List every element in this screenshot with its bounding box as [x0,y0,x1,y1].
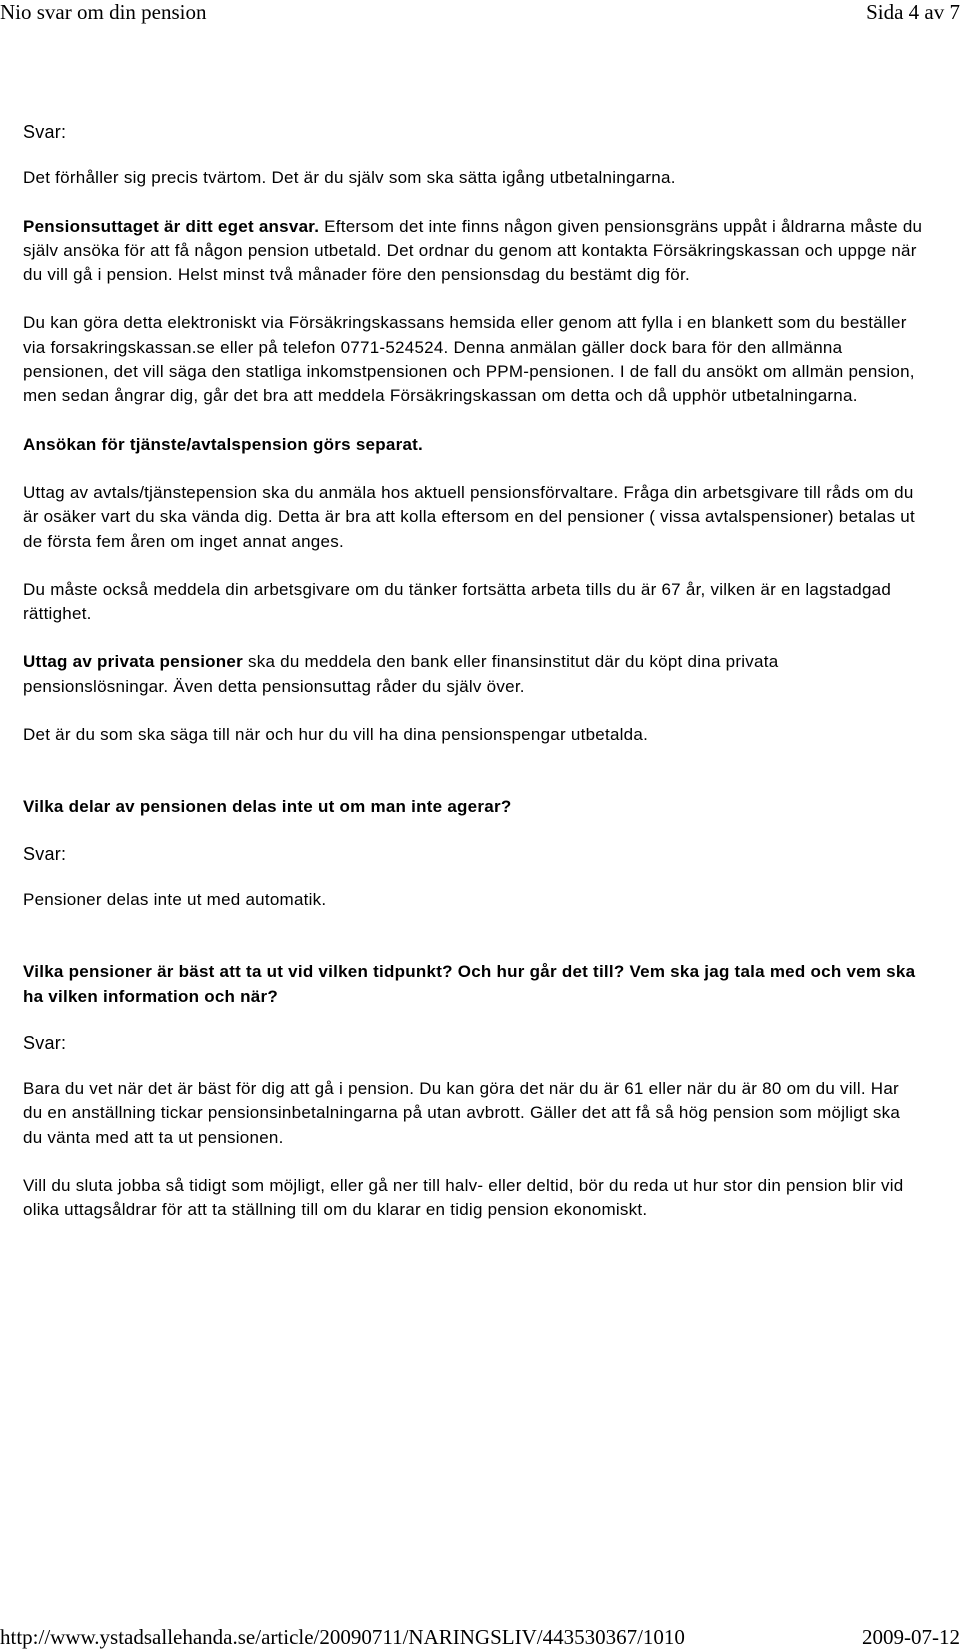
answer-paragraph: Uttag av avtals/tjänstepension ska du anmäla hos aktuell pensionsförvaltare. Fråga din arbetsgivare till råds om du är osäker vart du ska vända dig. Detta är bra att kolla eftersom en del pensioner ( vissa avtalspensioner) betalas ut de första fem åren om inget annat anges. [23,482,915,551]
answer-label: Svar: [23,1032,67,1053]
answer-paragraph: Det är du som ska säga till när och hur du vill ha dina pensionspengar utbetalda. [23,725,649,745]
answer-paragraph: Vill du sluta jobba så tidigt som möjligt, eller gå ner till halv- eller deltid, bör du reda ut hur stor din pension blir vid olika uttagsåldrar för att ta ställning till om du klarar en tidig pension ekonomiskt. [23,1176,904,1220]
source-url: http://www.ystadsallehanda.se/article/20090711/NARINGSLIV/443530367/1010 [0,1625,685,1649]
answer-label: Svar: [23,122,67,142]
question-heading: Vilka delar av pensionen delas inte ut om man inte agerar? [23,797,512,817]
bold-statement: Ansökan för tjänste/avtalspension görs separat. [23,434,424,454]
answer-paragraph [23,215,923,288]
answer-paragraph [23,650,923,699]
bold-lead: Pensionsuttaget är ditt eget ansvar. [23,216,320,236]
bold-lead: Uttag av privata pensioner [23,652,244,672]
answer-paragraph: Du måste också meddela din arbetsgivare om du tänker fortsätta arbeta tills du är 67 år, vilken är en lagstadgad rättighet. [23,579,892,624]
print-date: 2009-07-12 [862,1625,960,1649]
paragraph-text: Eftersom det inte finns någon given pensionsgräns uppåt i åldrarna måste du själv ansöka för att få någon pension utbetald. Det ordnar du genom att kontakta Försäkringskassan och uppge när du vill gå i pension. Helst minst två månader före den pensionsdag du bestämt dig för. [23,216,923,285]
answer-paragraph: Bara du vet när det är bäst för dig att gå i pension. Du kan göra det när du är 61 eller när du är 80 om du vill. Har du en anställning tickar pensionsinbetalningarna på utan avbrott. Gäller det att få så hög pension som möjligt ska du vänta med att ta ut pensionen. [23,1079,901,1147]
document-title: Nio svar om din pension [0,0,207,24]
page-header [0,0,960,26]
paragraph-text: ska du meddela den bank eller finansinstitut där du köpt dina privata pensionslösningar. Även detta pensionsuttag råder du själv över. [23,652,779,696]
answer-paragraph: Du kan göra detta elektroniskt via Försäkringskassans hemsida eller genom att fylla i en blankett som du beställer via forsakringskassan.se eller på telefon 0771-524524. Denna anmälan gäller dock bara för den allmänna pensionen, det vill säga den statliga inkomstpensionen och PPM-pensionen. I de fall du ansökt om allmän pension, men sedan ångrar dig, går det bra att meddela Försäkringskassan om detta och då upphör utbetalningarna. [23,313,915,406]
answer-paragraph: Det förhåller sig precis tvärtom. Det är du själv som ska sätta igång utbetalningarna. [23,168,676,188]
answer-paragraph: Pensioner delas inte ut med automatik. [23,889,327,909]
question-heading: Vilka pensioner är bäst att ta ut vid vilken tidpunkt? Och hur går det till? Vem ska jag tala med och vem ska ha vilken information och när? [23,962,916,1006]
answer-label: Svar: [23,843,67,864]
article-body [23,120,923,1223]
page-number: Sida 4 av 7 [866,0,960,24]
page-footer [0,1625,960,1651]
